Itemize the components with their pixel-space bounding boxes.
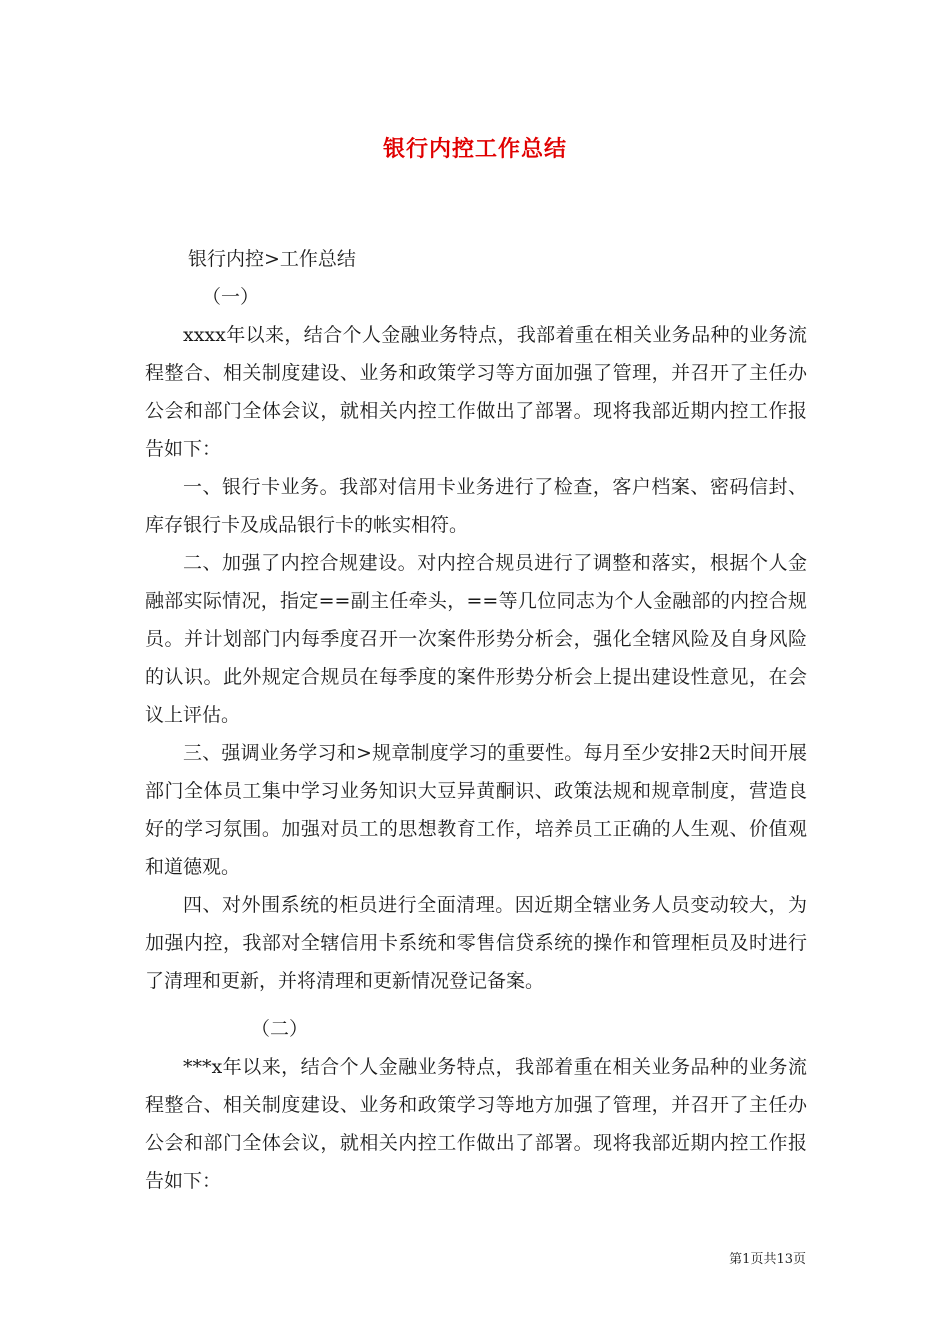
paragraph: ***x年以来，结合个人金融业务特点，我部着重在相关业务品种的业务流程整合、相关制度建设、业务和政策学习等地方加强了管理，并召开了主任办公会和部门全体会议，就相关内控工作做出了部署。现将我部近期内控工作报告如下： (145, 1056, 807, 1192)
paragraph: 四、对外围系统的柜员进行全面清理。因近期全辖业务人员变动较大，为加强内控，我部对全辖信用卡系统和零售信贷系统的操作和管理柜员及时进行了清理和更新，并将清理和更新情况登记备案。 (145, 894, 807, 992)
page-number-footer: 第1页共13页 (729, 1252, 806, 1267)
document-subtitle: 银行内控>工作总结 (188, 248, 356, 270)
section-1-heading: （一） (202, 286, 260, 308)
document-title: 银行内控工作总结 (382, 136, 567, 162)
paragraph: 三、强调业务学习和>规章制度学习的重要性。每月至少安排2天时间开展部门全体员工集中学习业务知识大豆异黄酮识、政策法规和规章制度，营造良好的学习氛围。加强对员工的思想教育工作，培养员工正确的人生观、价值观和道德观。 (145, 742, 807, 878)
paragraph: 二、加强了内控合规建设。对内控合规员进行了调整和落实，根据个人金融部实际情况，指定==副主任牵头，==等几位同志为个人金融部的内控合规员。并计划部门内每季度召开一次案件形势分析会，强化全辖风险及自身风险的认识。此外规定合规员在每季度的案件形势分析会上提出建设性意见，在会议上评估。 (145, 552, 807, 726)
section-2-heading: （二） (251, 1018, 309, 1040)
paragraph: xxxx年以来，结合个人金融业务特点，我部着重在相关业务品种的业务流程整合、相关制度建设、业务和政策学习等方面加强了管理，并召开了主任办公会和部门全体会议，就相关内控工作做出了部署。现将我部近期内控工作报告如下： (145, 324, 807, 460)
document-body (145, 240, 807, 1200)
paragraph: 一、银行卡业务。我部对信用卡业务进行了检查，客户档案、密码信封、库存银行卡及成品银行卡的帐实相符。 (145, 476, 807, 536)
